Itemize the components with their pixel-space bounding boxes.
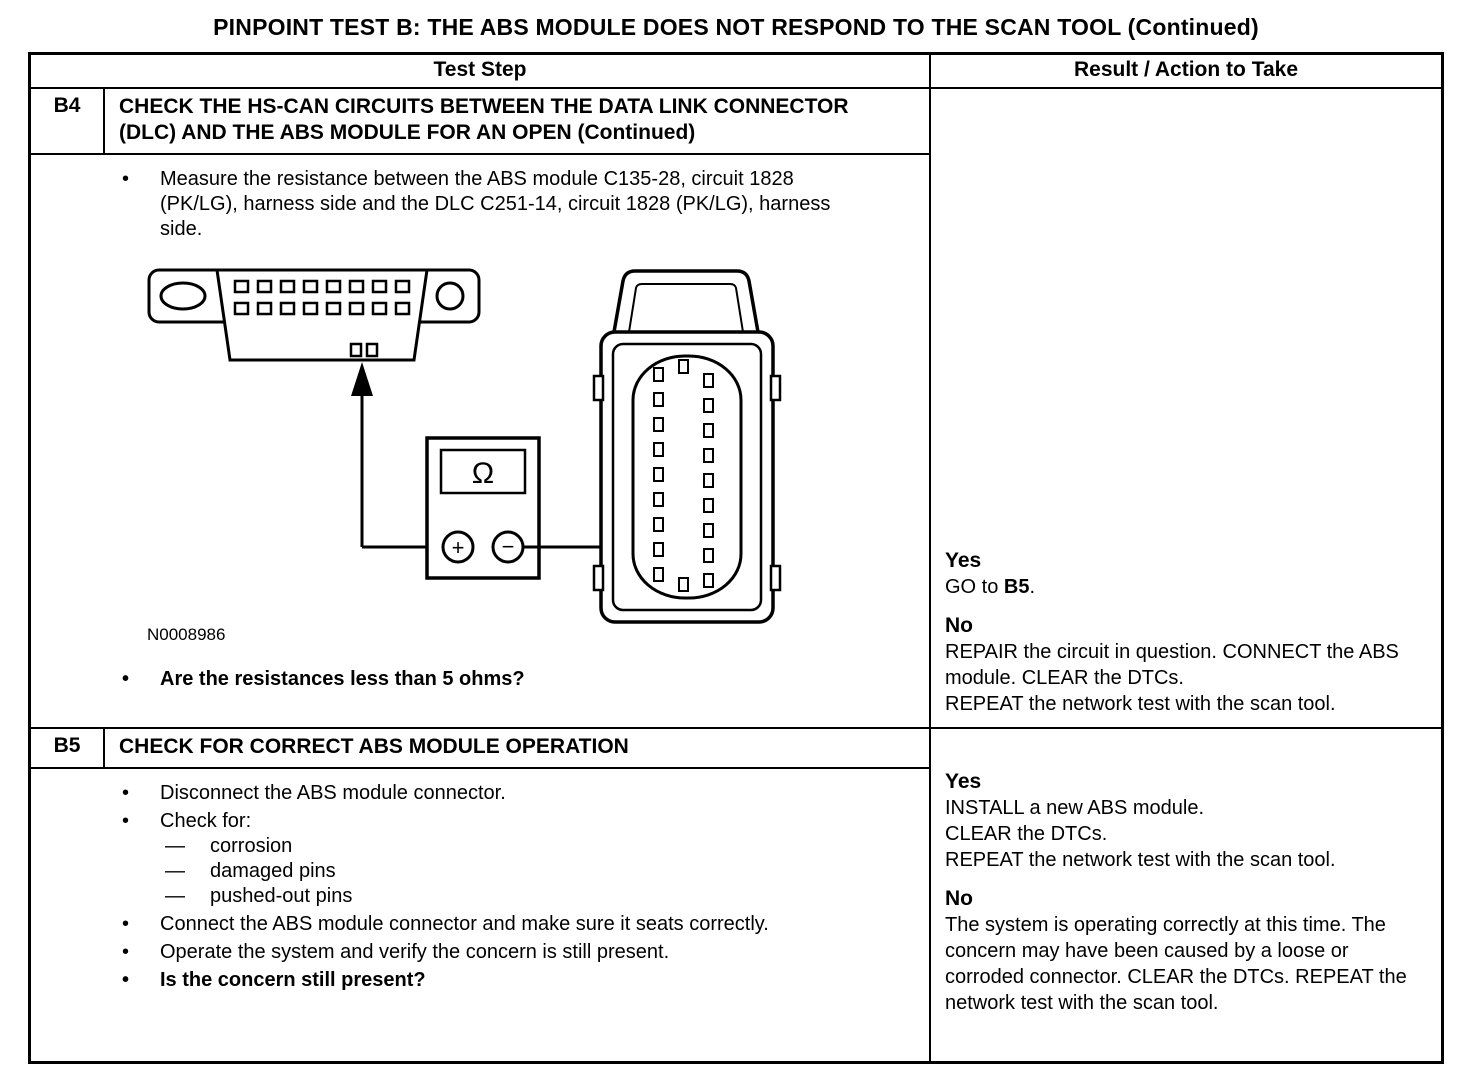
b5-yes-line-3: REPEAT the network test with the scan tool. [945, 849, 1336, 871]
b5-step-body [31, 769, 929, 993]
page-title: PINPOINT TEST B: THE ABS MODULE DOES NOT RESPOND TO THE SCAN TOOL (Continued) [213, 14, 1259, 40]
b4-result-cell [931, 89, 1441, 727]
b5-check-item-damaged-pins: — damaged pins [31, 859, 929, 884]
abs-module-connector-icon [594, 271, 780, 622]
b5-yes-block [945, 769, 1423, 873]
b4-no-block [945, 613, 1423, 717]
b4-no-action-line-2: REPEAT the network test with the scan tool. [945, 693, 1336, 715]
b5-yes-line-1: INSTALL a new ABS module. [945, 797, 1205, 819]
test-step-b5-row [31, 727, 1441, 1061]
b5-bullet-connect: • Connect the ABS module connector and make sure it seats correctly. [31, 912, 929, 937]
b5-bullet-check-for: • Check for: [31, 809, 929, 834]
b5-no-action: The system is operating correctly at this time. The concern may have been caused by a loose or corroded connector. CLEAR the DTCs. REPEAT the network test with the scan tool. [945, 914, 1407, 1014]
plus-terminal-label: + [451, 535, 465, 560]
b4-step-body [31, 155, 929, 692]
measurement-diagram [117, 256, 807, 661]
ohm-symbol: Ω [471, 457, 495, 490]
b5-step-id: B5 [31, 729, 105, 767]
diagram-svg [117, 256, 807, 656]
test-step-b4-row [31, 87, 1441, 727]
b5-result-cell [931, 729, 1441, 1061]
b4-step-title: CHECK THE HS-CAN CIRCUITS BETWEEN THE DATA LINK CONNECTOR (DLC) AND THE ABS MODULE FOR AN OPEN (Continued) [119, 95, 849, 144]
b5-bullet-operate: • Operate the system and verify the concern is still present. [31, 940, 929, 965]
b4-step-id: B4 [31, 89, 105, 153]
b4-step-header [31, 89, 929, 155]
pinpoint-test-table [28, 52, 1444, 1064]
figure-label: N0008986 [147, 625, 226, 644]
b5-no-label: No [945, 887, 973, 910]
b4-yes-block [945, 548, 1423, 600]
b5-bullet-disconnect: • Disconnect the ABS module connector. [31, 781, 929, 806]
b4-question: • Are the resistances less than 5 ohms? [31, 667, 929, 692]
b5-step-title: CHECK FOR CORRECT ABS MODULE OPERATION [119, 735, 629, 758]
b4-yes-label: Yes [945, 549, 982, 572]
b4-no-action-line-1: REPAIR the circuit in question. CONNECT the ABS module. CLEAR the DTCs. [945, 641, 1399, 689]
b4-yes-action: GO to B5. [945, 576, 1036, 598]
b5-yes-label: Yes [945, 770, 982, 793]
b4-no-label: No [945, 614, 973, 637]
b5-step-header [31, 729, 929, 769]
b5-yes-line-2: CLEAR the DTCs. [945, 823, 1108, 845]
minus-terminal-label: − [501, 534, 515, 559]
dlc-connector-icon [149, 270, 479, 360]
b5-check-item-corrosion: — corrosion [31, 834, 929, 859]
ohmmeter-icon [427, 438, 539, 578]
b5-no-block [945, 886, 1423, 1016]
column-header-result: Result / Action to Take [1073, 58, 1299, 81]
b4-measure-bullet: • Measure the resistance between the ABS module C135-28, circuit 1828 (PK/LG), harness side and the DLC C251-14, circuit 1828 (PK/LG), harness side. [31, 167, 929, 242]
column-header-test-step: Test Step [31, 55, 931, 87]
b5-question: • Is the concern still present? [31, 968, 929, 993]
b5-check-item-pushed-out-pins: — pushed-out pins [31, 884, 929, 909]
table-header-row [31, 55, 1441, 87]
